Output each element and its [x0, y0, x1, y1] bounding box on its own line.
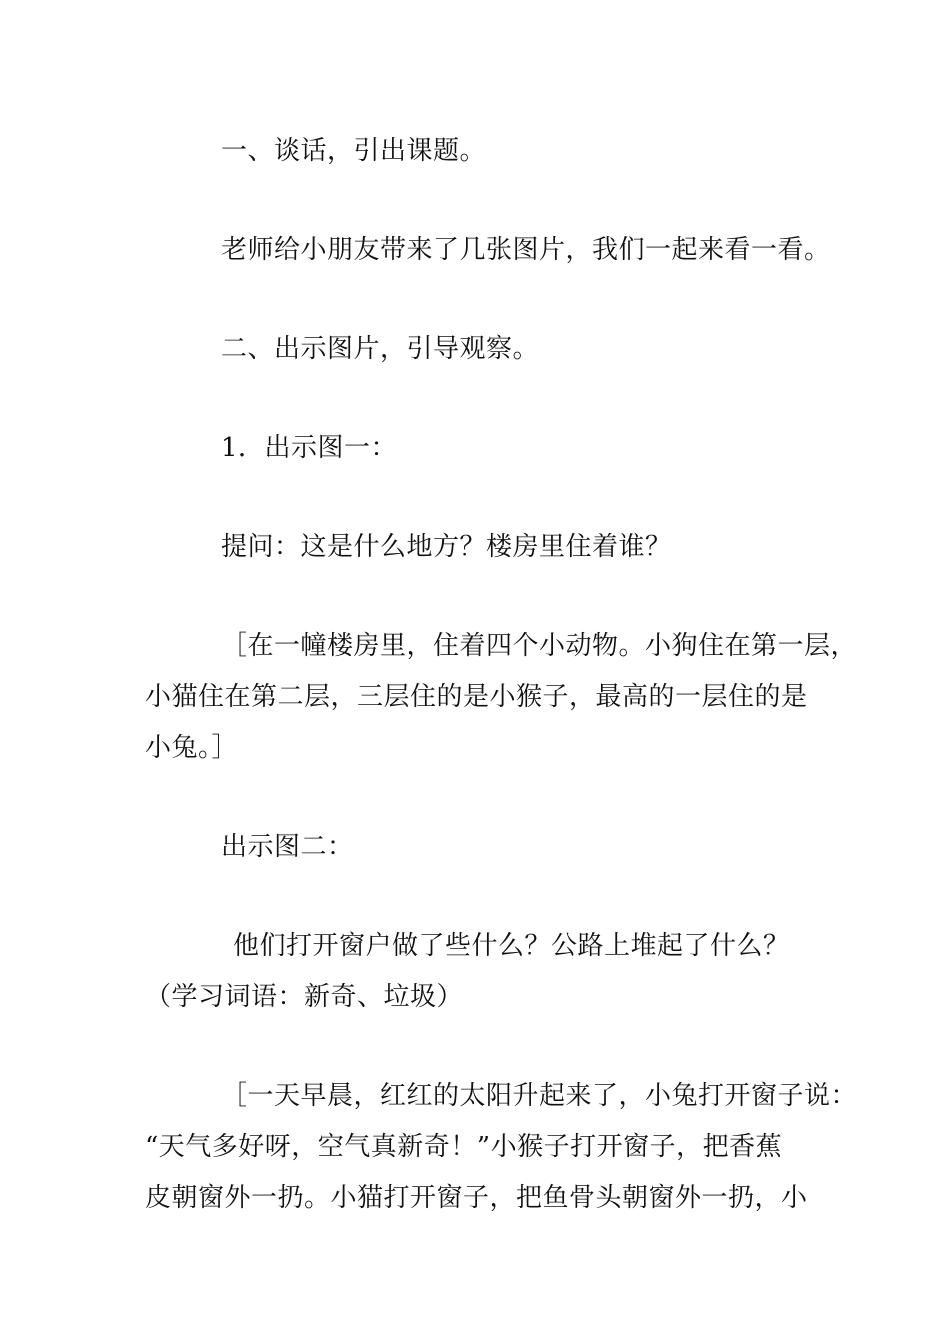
paragraph-line: ［一天早晨，红红的太阳升起来了，小兔打开窗子说： [221, 1081, 858, 1111]
step-heading: 1．出示图一： [221, 433, 398, 463]
paragraph-line: 他们打开窗户做了些什么？公路上堆起了什么？ [233, 931, 790, 961]
paragraph-line: 小兔。］ [145, 733, 239, 763]
paragraph-line: “天气多好呀，空气真新奇！”小猴子打开窗子，把香蕉 [145, 1132, 783, 1162]
paragraph-line: 出示图二： [221, 832, 354, 862]
paragraph-line: （学习词语：新奇、垃圾） [145, 982, 464, 1012]
section-heading-1: 一、谈话，引出课题。 [221, 136, 487, 166]
paragraph-line: 提问：这是什么地方？楼房里住着谁？ [221, 532, 672, 562]
paragraph-line: 皮朝窗外一扔。小猫打开窗子，把鱼骨头朝窗外一扔，小 [145, 1183, 808, 1213]
paragraph-line: 小猫住在第二层，三层住的是小猴子，最高的一层住的是 [145, 682, 808, 712]
paragraph-line: 老师给小朋友带来了几张图片，我们一起来看一看。 [221, 235, 831, 265]
section-heading-2: 二、出示图片，引导观察。 [221, 334, 540, 364]
paragraph-line: ［在一幢楼房里，住着四个小动物。小狗住在第一层， [221, 631, 858, 661]
